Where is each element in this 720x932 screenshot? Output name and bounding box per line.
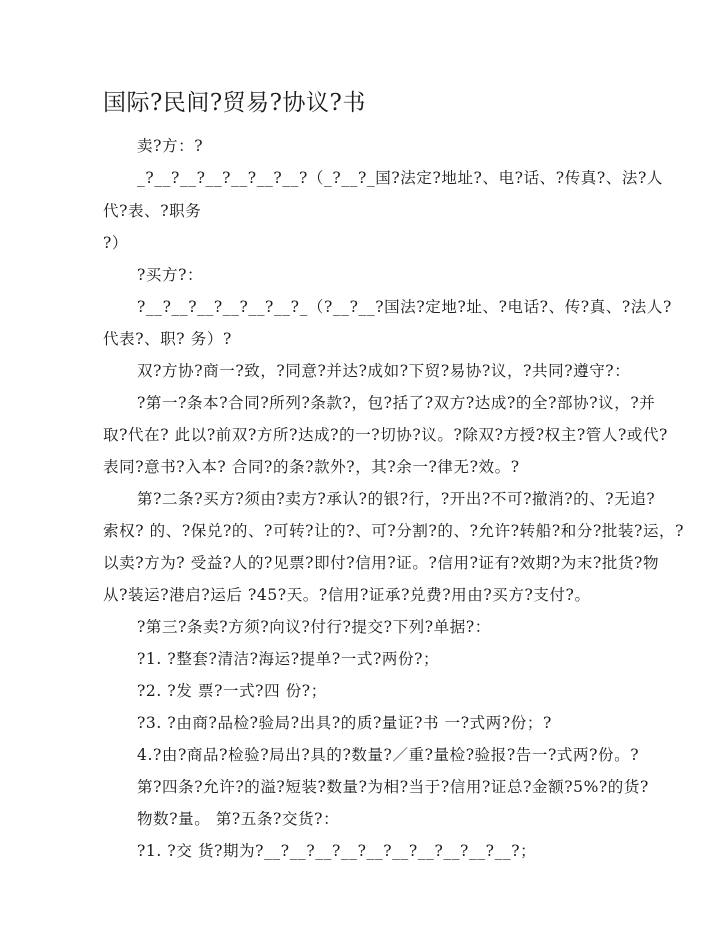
article-2-line-2: 索权? 的、?保兑?的、?可转?让的?、可?分割?的、?允许?转船?和分?批装?运，? (103, 522, 685, 540)
article-3-item-1: ?1. ?整套?清洁?海运?提单?一式?两份?； (137, 650, 440, 668)
buyer-info-line-2: 代表?、职? 务）? (103, 330, 232, 348)
buyer-info-line-1: ?__?__?__?__?__?__?_（?__?__?国法?定地?址、?电话?、传?真、?法人? (137, 298, 672, 316)
seller-info-line-2: 代?表、?职务 (103, 202, 202, 220)
agreement-intro: 双?方协?商一?致，?同意?并达?成如?下贸?易协?议，?共同?遵守?： (137, 362, 631, 380)
article-1-line-3: 表同?意书?入本? 合同?的条?款外?，其?余一?律无?效。? (103, 458, 520, 476)
article-4-line-1: 第?四条?允许?的溢?短装?数量?为相?当于?信用?证总?金额?5%?的货? (137, 778, 649, 796)
buyer-heading: ?买方?： (137, 266, 204, 284)
article-3-item-4: 4.?由?商品?检验?局出?具的?数量?／重?量检?验报?告一?式两?份。? (137, 746, 640, 764)
article-5-item-1: ?1. ?交 货?期为?__?__?__?__?__?__?__?__?__?__?； (137, 842, 537, 860)
article-3-item-3: ?3. ?由商?品检?验局?出具?的质?量证?书 一?式两?份；? (137, 714, 552, 732)
article-2-line-1: 第?二条?买方?须由?卖方?承认?的银?行，?开出?不可?撤消?的、?无追? (137, 490, 656, 508)
article-3-heading: ?第三?条卖?方须?向议?付行?提交?下列?单据?： (137, 618, 491, 636)
seller-info-line-3: ?） (103, 234, 129, 252)
seller-heading: 卖?方：? (137, 137, 204, 155)
article-3-item-2: ?2. ?发 票?一式?四 份?； (137, 682, 327, 700)
article-2-line-3: 以卖?方为? 受益?人的?见票?即付?信用?证。?信用?证有?效期?为末?批货?物 (103, 554, 660, 572)
article-2-line-4: 从?装运?港启?运后 ?45?天。?信用?证承?兑费?用由?买方?支付?。 (103, 586, 591, 604)
seller-info-line-1: _?__?__?__?__?__?__?（_?__?_国?法定?地址?、电?话、?传真?、法?人 (137, 169, 664, 187)
document-title: 国际?民间?贸易?协议?书 (103, 90, 366, 116)
article-1-line-2: 取?代在? 此以?前双?方所?达成?的一?切协?议。?除双?方授?权主?管人?或代? (103, 426, 668, 444)
article-1-line-1: ?第一?条本?合同?所列?条款?，包?括了?双方?达成?的全?部协?议，?并 (137, 394, 656, 412)
article-4-line-2: 物数?量。 第?五条?交货?： (137, 810, 340, 828)
